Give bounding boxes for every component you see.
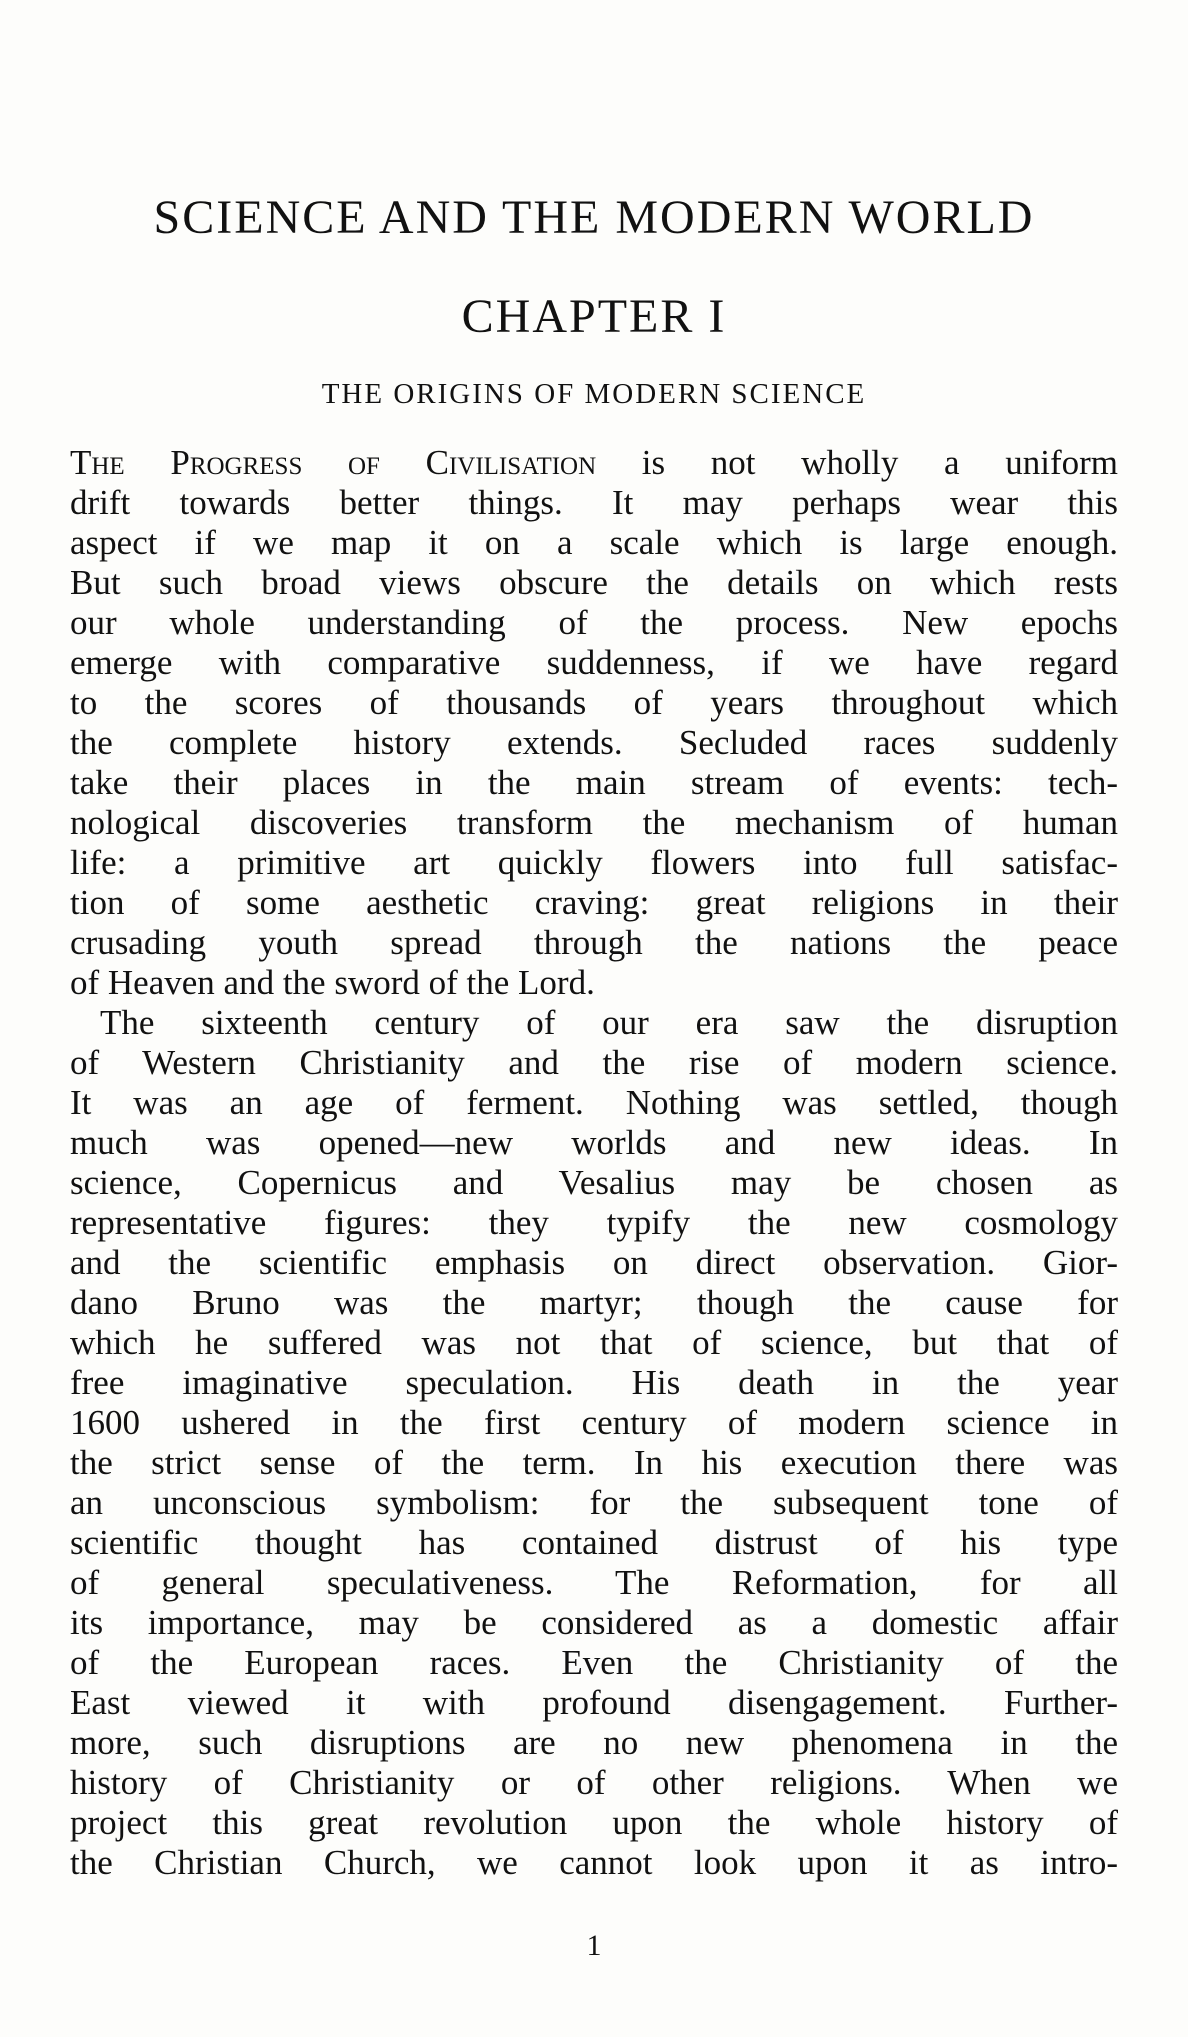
section-title: THE ORIGINS OF MODERN SCIENCE [321,378,867,410]
text-line: representative figures: they typify the new cosmology [70,1203,1118,1242]
text-line: East viewed it with profound disengagement. Further- [70,1683,1118,1722]
text-line: The sixteenth century of our era saw the disruption [100,1003,1118,1042]
text-line: nological discoveries transform the mechanism of human [70,803,1118,842]
text-line: the complete history extends. Secluded races suddenly [70,723,1118,762]
text-line: history of Christianity or of other religions. When we [70,1763,1118,1802]
text-line: 1600 ushered in the first century of modern science in [70,1403,1118,1442]
text-line: crusading youth spread through the nations the peace [70,923,1118,962]
text-line: project this great revolution upon the whole history of [70,1803,1118,1842]
text-line: It was an age of ferment. Nothing was settled, though [70,1083,1118,1122]
text-line: and the scientific emphasis on direct observation. Gior- [70,1243,1118,1282]
text-line: of general speculativeness. The Reformation, for all [70,1563,1118,1602]
text-line: But such broad views obscure the details on which rests [70,563,1118,602]
text-line: tion of some aesthetic craving: great religions in their [70,883,1118,922]
text-line: of Western Christianity and the rise of modern science. [70,1043,1118,1082]
text-line: drift towards better things. It may perhaps wear this [70,483,1118,522]
text-line-content: is not wholly a uniform [596,443,1118,482]
text-line: more, such disruptions are no new phenomena in the [70,1723,1118,1762]
text-line: the strict sense of the term. In his execution there was [70,1443,1118,1482]
text-line: of Heaven and the sword of the Lord. [70,963,595,1002]
text-line: our whole understanding of the process. New epochs [70,603,1118,642]
text-line: aspect if we map it on a scale which is large enough. [70,523,1118,562]
text-line: scientific thought has contained distrust of his type [70,1523,1118,1562]
page-number: 1 [586,1929,602,1962]
body-text [70,443,1118,1883]
text-line: to the scores of thousands of years throughout which [70,683,1118,722]
text-line: of the European races. Even the Christianity of the [70,1643,1118,1682]
text-line: an unconscious symbolism: for the subsequent tone of [70,1483,1118,1522]
text-line: take their places in the main stream of events: tech- [70,763,1118,802]
text-line: free imaginative speculation. His death in the year [70,1363,1118,1402]
text-line: its importance, may be considered as a domestic affair [70,1603,1118,1642]
text-line: emerge with comparative suddenness, if we have regard [70,643,1118,682]
opening-smallcaps: The Progress of Civilisation [70,443,597,482]
text-line: dano Bruno was the martyr; though the cause for [70,1283,1118,1322]
chapter-title: CHAPTER I [461,290,727,343]
text-line: science, Copernicus and Vesalius may be chosen as [70,1163,1118,1202]
text-line [70,443,1118,483]
text-line: the Christian Church, we cannot look upon it as intro- [70,1843,1118,1882]
text-line: much was opened—new worlds and new ideas. In [70,1123,1118,1162]
book-title: SCIENCE AND THE MODERN WORLD [153,191,1035,244]
text-line: which he suffered was not that of science, but that of [70,1323,1118,1362]
text-line: life: a primitive art quickly flowers into full satisfac- [70,843,1118,882]
